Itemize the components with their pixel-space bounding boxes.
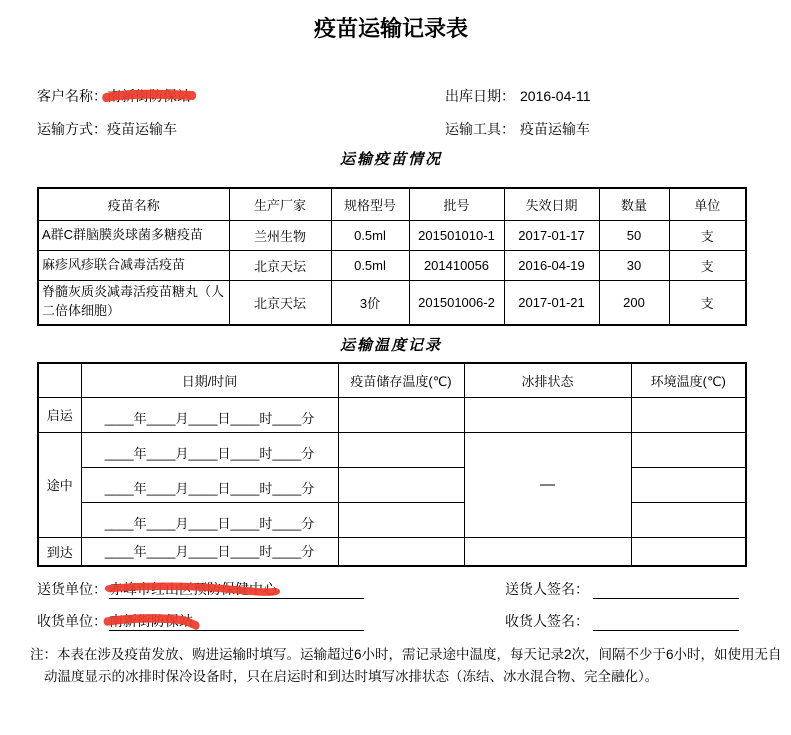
footer-row-sender (37, 579, 757, 599)
cell-expiry: 2017-01-17 (504, 220, 599, 250)
receiver-unit-value: 南新街防保站 (109, 611, 193, 631)
sender-sign-label: 送货人签名： (505, 581, 589, 597)
storage-temp-cell (338, 537, 464, 566)
sender-sign-blank (593, 579, 739, 599)
customer-field (37, 86, 445, 106)
transport-tool-label: 运输工具： (445, 121, 515, 137)
temp-table-header-row (38, 363, 746, 397)
vaccine-row-3 (38, 280, 746, 325)
header-vaccine-name: 疫苗名称 (38, 188, 229, 220)
cell-batch: 201410056 (409, 250, 504, 280)
info-row-2 (37, 119, 745, 139)
header-spec: 规格型号 (331, 188, 409, 220)
datetime-blank: ____年____月____日____时____分 (81, 502, 338, 537)
sender-unit-blank (109, 579, 364, 599)
cell-batch: 201501006-2 (409, 280, 504, 325)
datetime-blank: ____年____月____日____时____分 (81, 537, 338, 566)
storage-temp-cell (338, 502, 464, 537)
cell-vaccine-name: 脊髓灰质炎减毒活疫苗糖丸（人二倍体细胞） (38, 280, 229, 325)
customer-value: 南新街防保站 (107, 86, 191, 106)
transport-tool-field (445, 119, 745, 139)
transport-tool-value: 疫苗运输车 (520, 121, 590, 137)
receiver-sign-blank (593, 611, 739, 631)
cell-spec: 0.5ml (331, 250, 409, 280)
cell-quantity: 50 (599, 220, 669, 250)
header-datetime: 日期/时间 (81, 363, 338, 397)
cell-quantity: 200 (599, 280, 669, 325)
cell-manufacturer: 兰州生物 (229, 220, 331, 250)
cell-unit: 支 (669, 220, 746, 250)
page-title: 疫苗运输记录表 (313, 16, 468, 41)
vaccine-table (37, 187, 747, 326)
cell-vaccine-name: A群C群脑膜炎球菌多糖疫苗 (38, 220, 229, 250)
vaccine-section-title: 运输疫苗情况 (339, 151, 442, 168)
ambient-temp-cell (631, 502, 746, 537)
ice-status-cell (464, 397, 631, 432)
vaccine-row-1 (38, 220, 746, 250)
ambient-temp-cell (631, 467, 746, 502)
transport-method-label: 运输方式： (37, 121, 107, 137)
sender-unit-label: 送货单位： (37, 581, 107, 597)
cell-batch: 201501010-1 (409, 220, 504, 250)
header-ice-status: 冰排状态 (464, 363, 631, 397)
datetime-blank: ____年____月____日____时____分 (81, 467, 338, 502)
note-text (30, 644, 791, 688)
header-batch: 批号 (409, 188, 504, 220)
header-expiry: 失效日期 (504, 188, 599, 220)
ship-date-value: 2016-04-11 (520, 88, 591, 104)
cell-unit: 支 (669, 280, 746, 325)
ship-date-label: 出库日期： (445, 88, 515, 104)
vaccine-row-2 (38, 250, 746, 280)
temperature-table (37, 362, 747, 567)
temp-row-arrive (38, 537, 746, 566)
sender-sign-field (505, 579, 757, 599)
sender-unit-value: 赤峰市红山区预防保健中心 (109, 579, 277, 599)
temp-row-midway-3 (38, 502, 746, 537)
cell-manufacturer: 北京天坛 (229, 280, 331, 325)
ship-date-field (445, 86, 745, 106)
header-quantity: 数量 (599, 188, 669, 220)
footer-row-receiver (37, 611, 757, 631)
vaccine-table-header-row (38, 188, 746, 220)
temperature-section-title: 运输温度记录 (339, 337, 442, 354)
cell-vaccine-name: 麻疹风疹联合减毒活疫苗 (38, 250, 229, 280)
header-unit: 单位 (669, 188, 746, 220)
cell-spec: 0.5ml (331, 220, 409, 250)
info-row-1 (37, 86, 745, 106)
storage-temp-cell (338, 397, 464, 432)
datetime-blank: ____年____月____日____时____分 (81, 432, 338, 467)
transport-method-value: 疫苗运输车 (107, 121, 177, 137)
transport-method-field (37, 119, 445, 139)
storage-temp-cell (338, 432, 464, 467)
customer-label: 客户名称： (37, 88, 107, 104)
header-storage-temp: 疫苗储存温度(℃) (338, 363, 464, 397)
temp-row-start (38, 397, 746, 432)
note-prefix: 注： (30, 647, 57, 662)
cell-quantity: 30 (599, 250, 669, 280)
ice-status-cell (464, 537, 631, 566)
note-body: 本表在涉及疫苗发放、购进运输时填写。运输超过6小时，需记录途中温度，每天记录2次，间隔不少于6小时，如使用无自动温度显示的冰排时保冷设备时，只在启运时和到达时填写冰排状态（冻结、冰水混合物、完全融化）。 (44, 647, 782, 684)
ambient-temp-cell (631, 537, 746, 566)
temp-row-midway-2 (38, 467, 746, 502)
storage-temp-cell (338, 467, 464, 502)
sender-unit-field (37, 579, 505, 599)
cell-expiry: 2017-01-21 (504, 280, 599, 325)
receiver-sign-label: 收货人签名： (505, 613, 589, 629)
header-blank (38, 363, 81, 397)
temp-row-midway-1 (38, 432, 746, 467)
row-label-start: 启运 (38, 397, 81, 432)
ice-status-merged-cell: — (464, 432, 631, 537)
datetime-blank: ____年____月____日____时____分 (81, 397, 338, 432)
receiver-unit-field (37, 611, 505, 631)
ambient-temp-cell (631, 397, 746, 432)
receiver-unit-blank (109, 611, 364, 631)
header-manufacturer: 生产厂家 (229, 188, 331, 220)
row-label-midway: 途中 (38, 432, 81, 537)
cell-expiry: 2016-04-19 (504, 250, 599, 280)
row-label-arrive: 到达 (38, 537, 81, 566)
ambient-temp-cell (631, 432, 746, 467)
header-ambient-temp: 环境温度(℃) (631, 363, 746, 397)
cell-unit: 支 (669, 250, 746, 280)
receiver-sign-field (505, 611, 757, 631)
cell-manufacturer: 北京天坛 (229, 250, 331, 280)
receiver-unit-label: 收货单位： (37, 613, 107, 629)
cell-spec: 3价 (331, 280, 409, 325)
